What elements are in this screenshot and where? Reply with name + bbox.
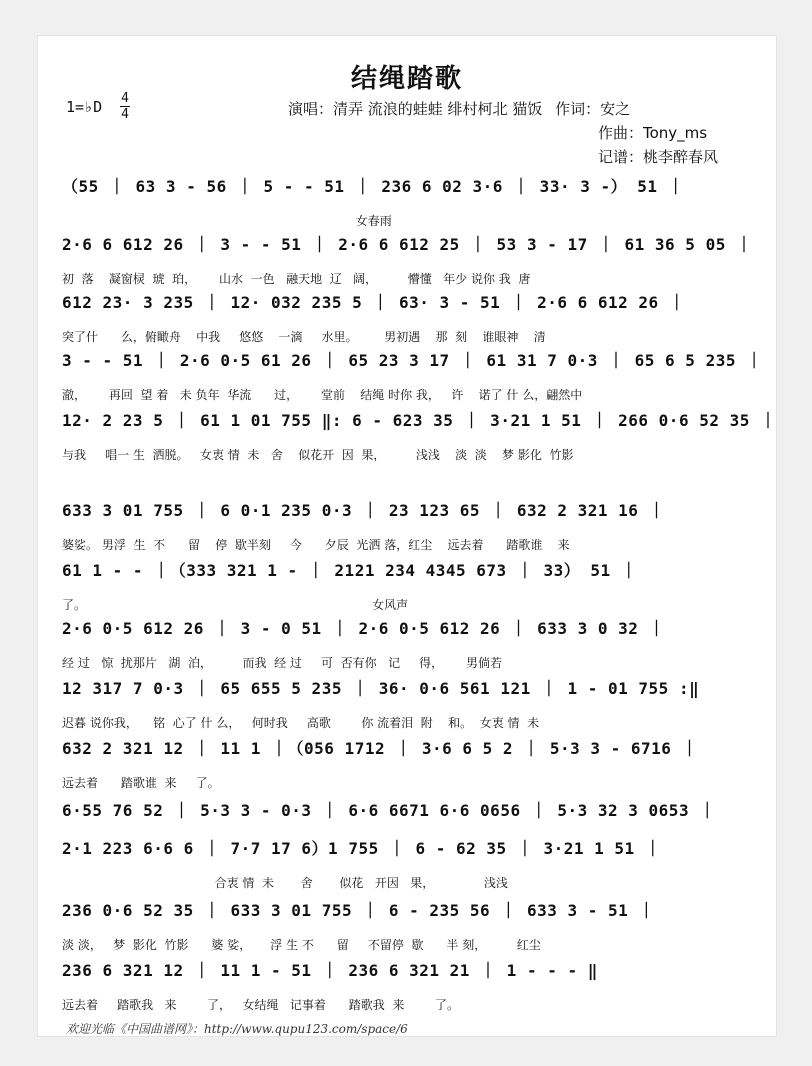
lyric-line: 淡 淡， 梦 影化 竹影 婆 娑， 浮 生 不 留 不留停 歇 半 刻， 红尘 — [62, 938, 541, 952]
time-signature — [120, 92, 130, 121]
notation: 2·6 0·5 612 26 ｜ 3 - 0 51 ｜ 2·6 0·5 612 26 ｜ 633 3 0 32 ｜ — [62, 619, 666, 638]
notation: 236 6 321 12 ｜ 11 1 - 51 ｜ 236 6 321 21 ｜ 1 - - - ‖ — [62, 961, 598, 980]
notation: 3 - - 51 ｜ 2·6 0·5 61 26 ｜ 65 23 3 17 ｜ 61 31 7 0·3 ｜ 65 6 5 235 ｜ — [62, 351, 763, 370]
credits-line — [288, 98, 638, 119]
footer-link[interactable]: 欢迎光临《中国曲谱网》：http://www.qupu123.com/space/6 — [66, 1022, 408, 1036]
transcriber: 记谱：桃李醉春风 — [598, 148, 719, 166]
lyric-line: 突了什 么，俯瞰舟 中我 悠悠 一滴 水里。 男初遇 那 刻 谁眼神 清 — [62, 330, 546, 344]
meter-bottom: 4 — [121, 107, 129, 122]
notation: 2·1 223 6·6 6 ｜ 7·7 17 6）1 755 ｜ 6 - 62 35 ｜ 3·21 1 51 ｜ — [62, 839, 662, 858]
meter-top: 4 — [121, 91, 129, 106]
lyric-line: 初 落 凝窗棂 琥 珀， 山水 一色 融天地 辽 阔， 懵懂 年少 说你 我 唐 — [62, 272, 531, 286]
lyric-line: 澈， 再回 望 着 未 负年 华流 过， 堂前 结绳 时你 我， 许 诺了 什 么，翩然中 — [62, 388, 583, 402]
lyric-line: 远去着 踏歌我 来 了， 女结绳 记事着 踏歌我 来 了。 — [62, 998, 459, 1012]
lyric-line: 与我 唱一 生 洒脱。 女衷 情 未 舍 似花开 因 果， 浅浅 淡 淡 梦 影化 竹影 — [62, 448, 574, 462]
lyric-line: 女春雨 — [62, 214, 392, 228]
lyric-line: 了。 女风声 — [62, 598, 409, 612]
lyric-line: 经 过 惊 扰那片 湖 泊， 而我 经 过 可 否有你 记 得， 男倘若 — [62, 656, 503, 670]
notation: 2·6 6 612 26 ｜ 3 - - 51 ｜ 2·6 6 612 25 ｜ 53 3 - 17 ｜ 61 36 5 05 ｜ — [62, 235, 753, 254]
key-signature: 1=♭D — [66, 98, 103, 116]
notation: 632 2 321 12 ｜ 11 1 ｜（056 1712 ｜ 3·6 6 5 2 ｜ 5·3 3 - 6716 ｜ — [62, 739, 699, 758]
notation: 61 1 - - ｜（333 321 1 - ｜ 2121 234 4345 673 ｜ 33） 51 ｜ — [62, 561, 638, 580]
notation: 12 317 7 0·3 ｜ 65 655 5 235 ｜ 36· 0·6 561 121 ｜ 1 - 01 755 :‖ — [62, 679, 700, 698]
notation: 633 3 01 755 ｜ 6 0·1 235 0·3 ｜ 23 123 65 ｜ 632 2 321 16 ｜ — [62, 501, 666, 520]
lyric-line: 远去着 踏歌谁 来 了。 — [62, 776, 220, 790]
lyric-line: 婆娑。 男浮 生 不 留 停 歇半刻 今 夕辰 光洒 落，红尘 远去着 踏歌谁 来 — [62, 538, 570, 552]
notation: （55 ｜ 63 3 - 56 ｜ 5 - - 51 ｜ 236 6 02 3·6 ｜ 33· 3 -） 51 ｜ — [62, 177, 685, 196]
notation: 612 23· 3 235 ｜ 12· 032 235 5 ｜ 63· 3 - 51 ｜ 2·6 6 612 26 ｜ — [62, 293, 686, 312]
notation: 6·55 76 52 ｜ 5·3 3 - 0·3 ｜ 6·6 6671 6·6 0656 ｜ 5·3 32 3 0653 ｜ — [62, 801, 716, 820]
lyric-line: 迟暮 说你我， 铭 心了 什 么， 何时我 高歌 你 流着泪 附 和。 女衷 情 未 — [62, 716, 540, 730]
singers: 演唱：清弄 流浪的蛙蛙 绯村柯北 猫饭 — [288, 100, 543, 118]
lyricist: 作词：安之 — [555, 100, 631, 118]
song-title: 结绳踏歌 — [350, 64, 463, 94]
notation: 236 0·6 52 35 ｜ 633 3 01 755 ｜ 6 - 235 56 ｜ 633 3 - 51 ｜ — [62, 901, 655, 920]
composer: 作曲：Tony_ms — [598, 124, 708, 142]
score-sheet — [38, 36, 776, 1036]
notation: 12· 2 23 5 ｜ 61 1 01 755 ‖: 6 - 623 35 ｜ 3·21 1 51 ｜ 266 0·6 52 35 ｜ — [62, 411, 777, 430]
lyric-line: 合衷 情 未 舍 似花 开因 果， 浅浅 — [62, 876, 508, 890]
